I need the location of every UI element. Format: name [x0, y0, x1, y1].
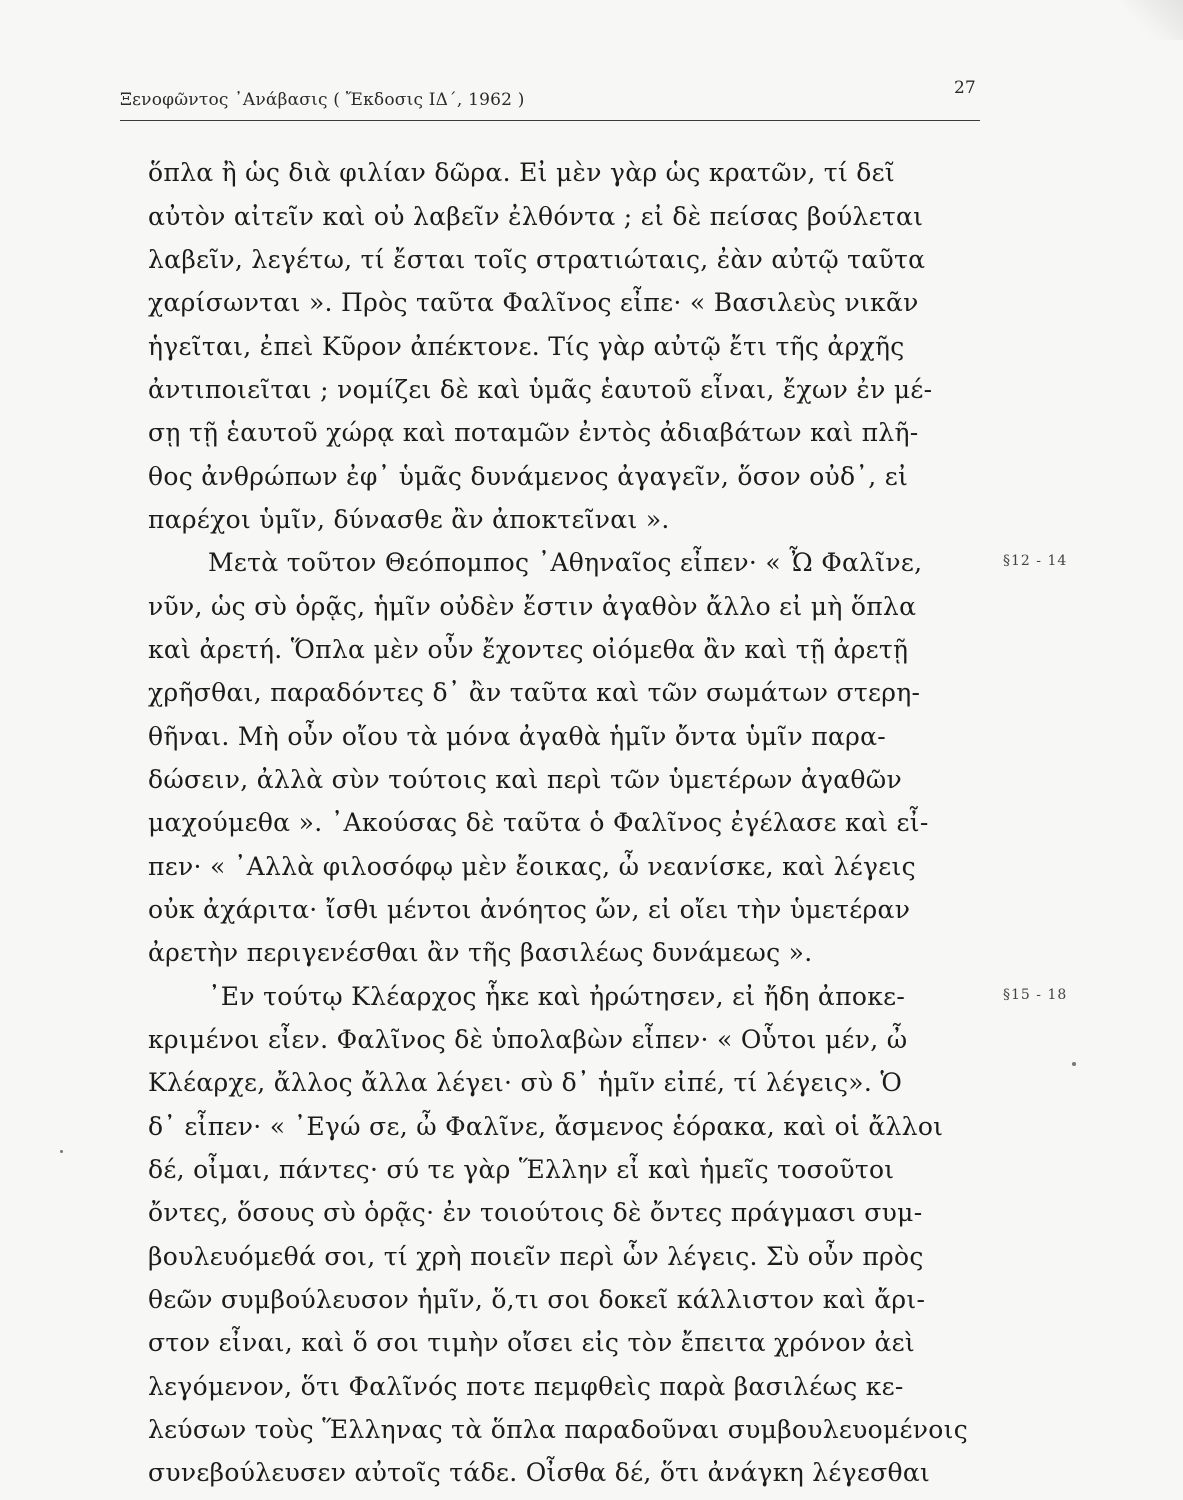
margin-section-ref: §12 - 14: [1003, 553, 1068, 569]
text-line: λεύσων τοὺς Ἕλληνας τὰ ὅπλα παραδοῦναι συμβουλευομένοις: [148, 1415, 969, 1444]
text-line: νῦν, ὡς σὺ ὁρᾷς, ἡμῖν οὐδὲν ἔστιν ἀγαθὸν ἄλλο εἰ μὴ ὅπλα: [148, 592, 917, 621]
text-line: οὐκ ἀχάριτα· ἴσθι μέντοι ἀνόητος ὤν, εἰ οἴει τὴν ὑμετέραν: [148, 895, 911, 924]
text-line: Κλέαρχε, ἄλλος ἄλλα λέγει· σὺ δ᾿ ἡμῖν εἰπέ, τί λέγεις». Ὁ: [148, 1068, 903, 1097]
running-title: Ξενοφῶντος ᾿Ανάβασις ( Ἔκδοσις ΙΔ΄, 1962 ): [120, 90, 525, 110]
text-line: Μετὰ τοῦτον Θεόπομπος ᾿Αθηναῖος εἶπεν· « Ὦ Φαλῖνε,: [208, 548, 923, 577]
text-line: λαβεῖν, λεγέτω, τί ἔσται τοῖς στρατιώταις, ἐὰν αὐτῷ ταῦτα: [148, 245, 926, 274]
header-rule: [120, 120, 980, 121]
margin-section-ref: §15 - 18: [1003, 987, 1068, 1003]
text-line: χρῆσθαι, παραδόντες δ᾿ ἂν ταῦτα καὶ τῶν σωμάτων στερη-: [148, 678, 921, 707]
text-line: σῃ τῇ ἑαυτοῦ χώρᾳ καὶ ποταμῶν ἐντὸς ἀδιαβάτων καὶ πλῆ-: [148, 418, 919, 447]
text-line: δ᾿ εἶπεν· « ᾿Εγώ σε, ὦ Φαλῖνε, ἄσμενος ἑόρακα, καὶ οἱ ἄλλοι: [148, 1112, 944, 1141]
text-line: βουλευόμεθά σοι, τί χρὴ ποιεῖν περὶ ὧν λέγεις. Σὺ οὖν πρὸς: [148, 1242, 924, 1271]
text-line: λεγόμενον, ὅτι Φαλῖνός ποτε πεμφθεὶς παρὰ βασιλέως κε-: [148, 1372, 904, 1401]
text-line: καὶ ἀρετή. Ὅπλα μὲν οὖν ἔχοντες οἰόμεθα ἂν καὶ τῇ ἀρετῇ: [148, 635, 909, 664]
text-line: στον εἶναι, καὶ ὅ σοι τιμὴν οἴσει εἰς τὸν ἔπειτα χρόνον ἀεὶ: [148, 1328, 915, 1357]
text-line: αὐτὸν αἰτεῖν καὶ οὐ λαβεῖν ἐλθόντα ; εἰ δὲ πείσας βούλεται: [148, 202, 924, 231]
text-line: ᾿Εν τούτῳ Κλέαρχος ἧκε καὶ ἠρώτησεν, εἰ ἤδη ἀποκε-: [208, 982, 906, 1011]
text-line: θῆναι. Μὴ οὖν οἴου τὰ μόνα ἀγαθὰ ἡμῖν ὄντα ὑμῖν παρα-: [148, 722, 887, 751]
text-line: θος ἀνθρώπων ἐφ᾿ ὑμᾶς δυνάμενος ἀγαγεῖν, ὅσον οὐδ᾿, εἰ: [148, 462, 909, 491]
text-line: δέ, οἶμαι, πάντες· σύ τε γὰρ Ἕλλην εἶ καὶ ἡμεῖς τοσοῦτοι: [148, 1155, 895, 1184]
text-line: θεῶν συμβούλευσον ἡμῖν, ὅ,τι σοι δοκεῖ κάλλιστον καὶ ἄρι-: [148, 1285, 926, 1314]
text-line: ὄντες, ὅσους σὺ ὁρᾷς· ἐν τοιούτοις δὲ ὄντες πράγμασι συμ-: [148, 1198, 923, 1227]
text-line: ἀρετὴν περιγενέσθαι ἂν τῆς βασιλέως δυνάμεως ».: [148, 938, 813, 967]
text-line: ὅπλα ἢ ὡς διὰ φιλίαν δῶρα. Εἰ μὲν γὰρ ὡς κρατῶν, τί δεῖ: [148, 158, 895, 187]
text-line: παρέχοι ὑμῖν, δύνασθε ἂν ἀποκτεῖναι ».: [148, 505, 670, 534]
page-number: 27: [954, 78, 976, 98]
text-line: πεν· « ᾿Αλλὰ φιλοσόφῳ μὲν ἔοικας, ὦ νεανίσκε, καὶ λέγεις: [148, 852, 916, 881]
text-line: ἀντιποιεῖται ; νομίζει δὲ καὶ ὑμᾶς ἑαυτοῦ εἶναι, ἔχων ἐν μέ-: [148, 375, 933, 404]
text-line: μαχούμεθα ». ᾿Ακούσας δὲ ταῦτα ὁ Φαλῖνος ἐγέλασε καὶ εἶ-: [148, 808, 929, 837]
text-line: συνεβούλευσεν αὐτοῖς τάδε. Οἶσθα δέ, ὅτι ἀνάγκη λέγεσθαι: [148, 1458, 931, 1487]
text-line: κριμένοι εἶεν. Φαλῖνος δὲ ὑπολαβὼν εἶπεν· « Οὗτοι μέν, ὦ: [148, 1025, 908, 1054]
print-speck: [1072, 1062, 1076, 1066]
text-line: ἡγεῖται, ἐπεὶ Κῦρον ἀπέκτονε. Τίς γὰρ αὐτῷ ἔτι τῆς ἀρχῆς: [148, 332, 905, 361]
text-line: δώσειν, ἀλλὰ σὺν τούτοις καὶ περὶ τῶν ὑμετέρων ἀγαθῶν: [148, 765, 902, 794]
page-edge-shadow: [1123, 0, 1183, 40]
print-speck: [60, 1150, 63, 1153]
text-line: χαρίσωνται ». Πρὸς ταῦτα Φαλῖνος εἶπε· « Βασιλεὺς νικᾶν: [148, 288, 919, 317]
